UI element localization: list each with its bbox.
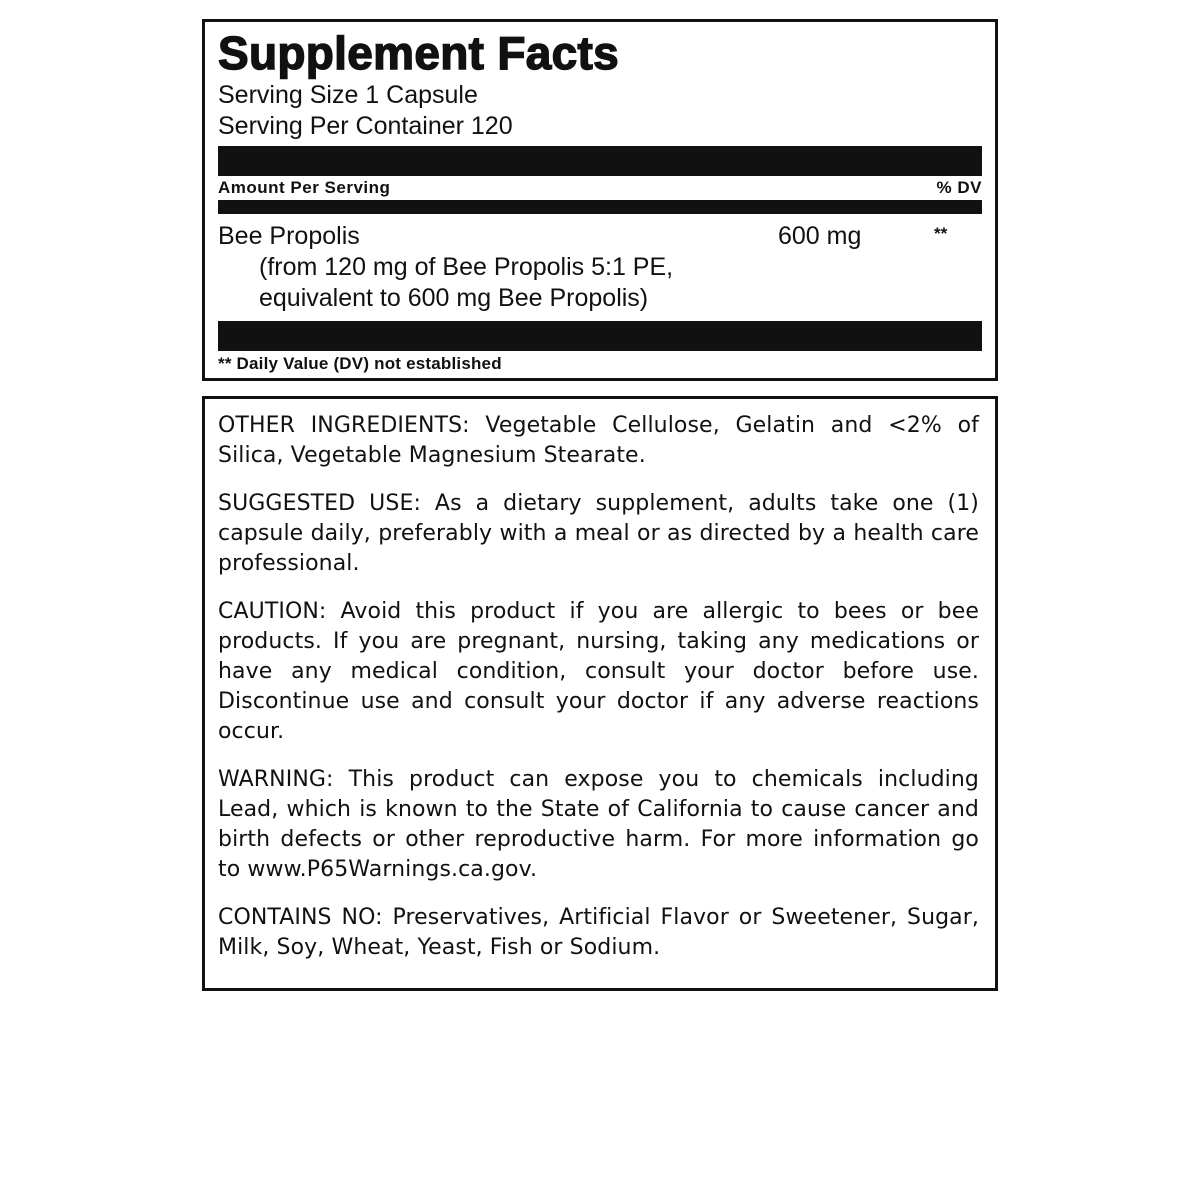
ingredient-name: Bee Propolis — [218, 222, 360, 250]
label-info-panel — [202, 396, 998, 991]
daily-value-footnote: ** Daily Value (DV) not established — [218, 354, 502, 373]
thick-divider-bar — [218, 146, 982, 176]
ingredient-detail-line: equivalent to 600 mg Bee Propolis) — [259, 284, 649, 312]
caution-text: CAUTION: Avoid this product if you are allergic to bees or bee products. If you are pregnant, nursing, taking any medications or have any medical condition, consult your doctor before use. Discontinue use and consult your doctor if any adverse reactions occur. — [218, 599, 979, 744]
supplement-facts-panel — [202, 19, 998, 381]
servings-per-container: Serving Per Container 120 — [218, 112, 513, 140]
facts-header-row — [218, 177, 982, 199]
suggested-use-text: SUGGESTED USE: As a dietary supplement, adults take one (1) capsule daily, preferably with a meal or as directed by a health care professional. — [218, 491, 979, 576]
contains-no-text: CONTAINS NO: Preservatives, Artificial Flavor or Sweetener, Sugar, Milk, Soy, Wheat, Yeast, Fish or Sodium. — [218, 905, 979, 960]
medium-divider-bar — [218, 200, 982, 214]
ingredient-detail-line: (from 120 mg of Bee Propolis 5:1 PE, — [259, 253, 674, 281]
warning-text: WARNING: This product can expose you to chemicals including Lead, which is known to the State of California to cause cancer and birth defects or other reproductive harm. For more information go to www.P65Warnings.ca.gov. — [218, 767, 979, 882]
supplement-facts-title: Supplement Facts — [218, 27, 619, 79]
ingredient-amount: 600 mg — [778, 222, 862, 250]
thick-divider-bar — [218, 321, 982, 351]
amount-per-serving-header: Amount Per Serving — [218, 178, 391, 197]
serving-size: Serving Size 1 Capsule — [218, 81, 478, 109]
label-info-content — [218, 411, 979, 981]
daily-value-header: % DV — [936, 178, 982, 197]
supplement-facts-content — [218, 22, 982, 378]
other-ingredients-text: OTHER INGREDIENTS: Vegetable Cellulose, Gelatin and <2% of Silica, Vegetable Magnesium Stearate. — [218, 413, 979, 468]
ingredient-daily-value: ** — [934, 224, 948, 243]
